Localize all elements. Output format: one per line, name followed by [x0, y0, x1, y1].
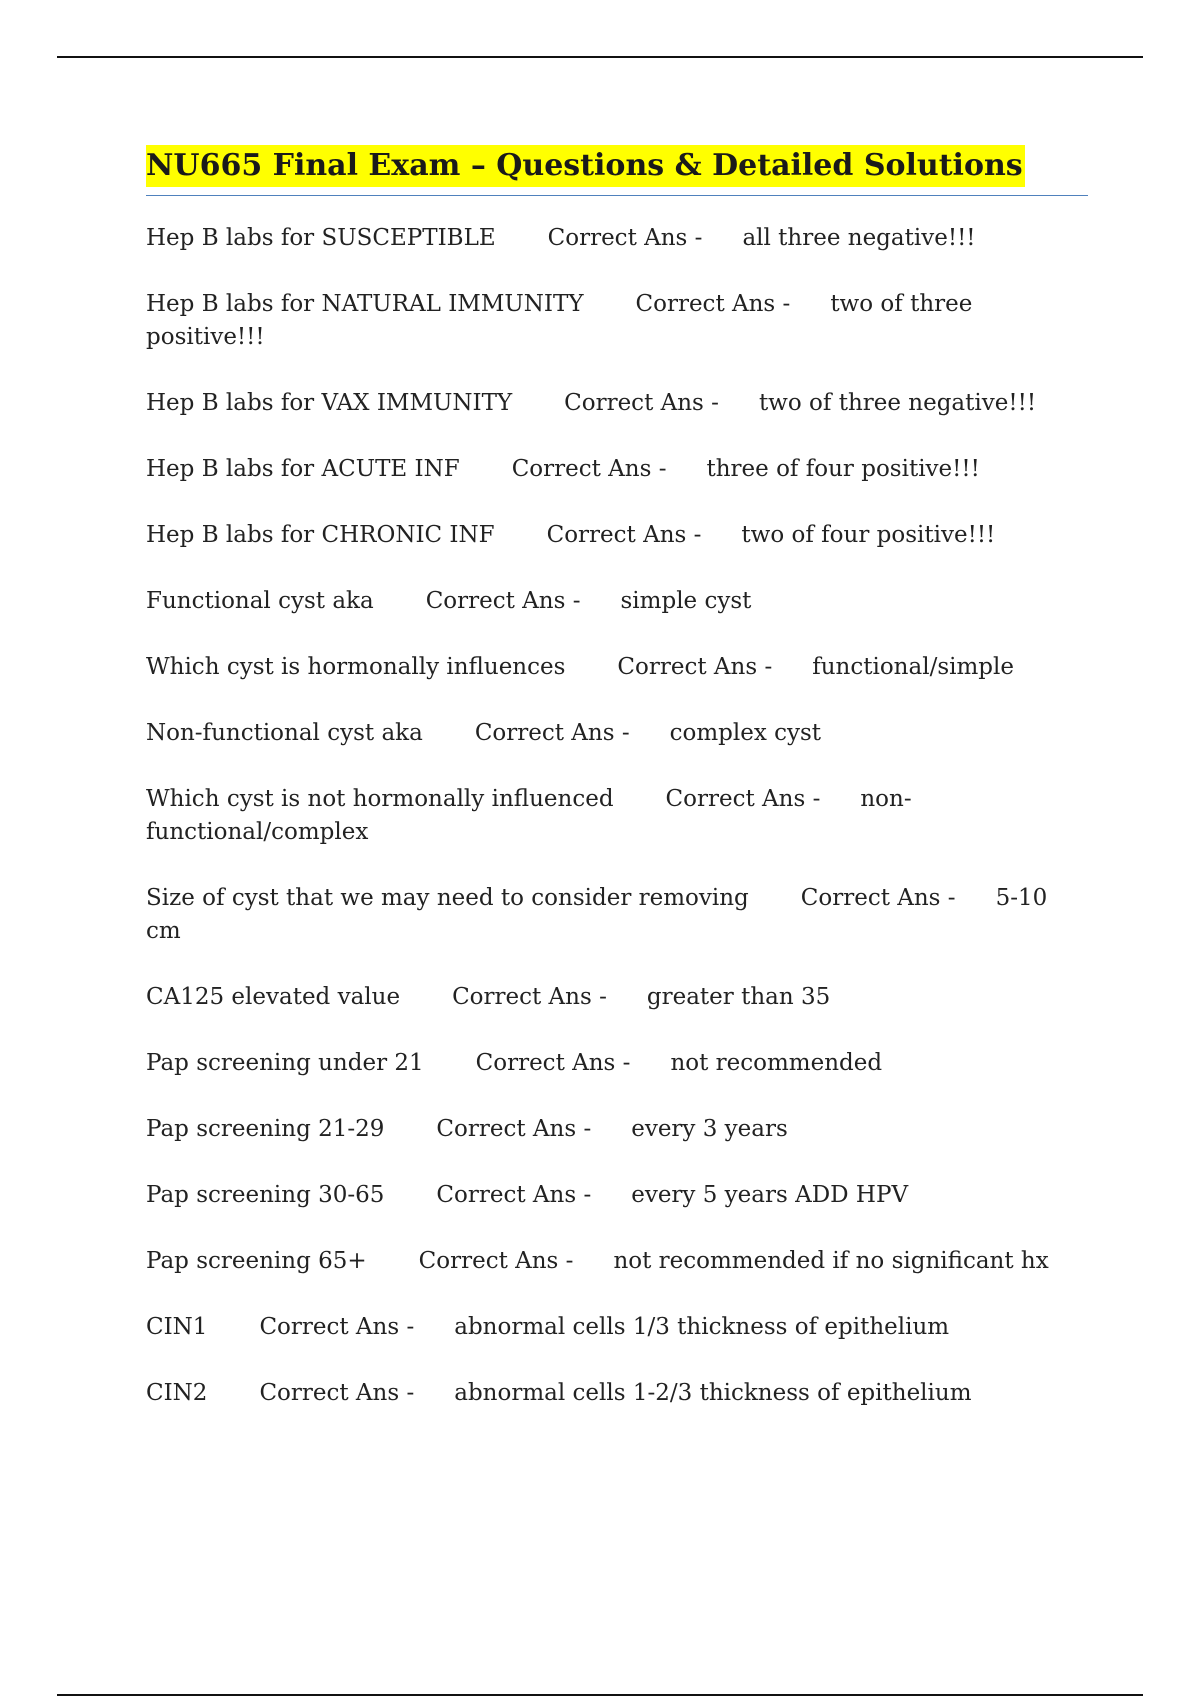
answer-label: Correct Ans -	[546, 522, 702, 548]
qa-item	[146, 1047, 1088, 1080]
question-text: Pap screening under 21	[146, 1050, 424, 1076]
qa-item	[146, 1311, 1088, 1344]
answer-text: 5-10 cm	[146, 885, 1048, 944]
qa-item	[146, 882, 1088, 948]
question-text: Pap screening 30-65	[146, 1182, 385, 1208]
question-text: Which cyst is hormonally influences	[146, 654, 566, 680]
qa-item	[146, 1245, 1088, 1278]
answer-text: simple cyst	[620, 588, 752, 614]
answer-label: Correct Ans -	[511, 456, 667, 482]
answer-text: three of four positive!!!	[706, 456, 980, 482]
qa-item	[146, 288, 1088, 354]
answer-label: Correct Ans -	[635, 291, 791, 317]
answer-label: Correct Ans -	[665, 786, 821, 812]
qa-item	[146, 453, 1088, 486]
question-text: Pap screening 65+	[146, 1248, 367, 1274]
answer-label: Correct Ans -	[259, 1314, 415, 1340]
answer-text: not recommended	[670, 1050, 883, 1076]
answer-text: two of four positive!!!	[741, 522, 996, 548]
qa-item	[146, 1377, 1088, 1410]
question-text: Hep B labs for SUSCEPTIBLE	[146, 225, 496, 251]
qa-item	[146, 981, 1088, 1014]
answer-text: greater than 35	[646, 984, 831, 1010]
answer-label: Correct Ans -	[474, 720, 630, 746]
qa-item	[146, 651, 1088, 684]
page-title: NU665 Final Exam – Questions & Detailed Solutions	[146, 145, 1025, 187]
question-text: Non-functional cyst aka	[146, 720, 423, 746]
page-top-rule	[57, 56, 1143, 58]
qa-item	[146, 519, 1088, 552]
question-text: CIN1	[146, 1314, 208, 1340]
question-text: CA125 elevated value	[146, 984, 401, 1010]
answer-text: abnormal cells 1-2/3 thickness of epithelium	[454, 1380, 972, 1406]
question-text: Functional cyst aka	[146, 588, 374, 614]
answer-text: two of three positive!!!	[146, 291, 973, 350]
answer-label: Correct Ans -	[617, 654, 773, 680]
answer-text: complex cyst	[669, 720, 822, 746]
qa-item	[146, 222, 1088, 255]
answer-text: non-functional/complex	[146, 786, 912, 845]
question-text: Hep B labs for VAX IMMUNITY	[146, 390, 513, 416]
question-text: Hep B labs for CHRONIC INF	[146, 522, 495, 548]
answer-label: Correct Ans -	[436, 1116, 592, 1142]
answer-label: Correct Ans -	[425, 588, 581, 614]
answer-text: every 5 years ADD HPV	[631, 1182, 909, 1208]
answer-text: not recommended if no significant hx	[613, 1248, 1049, 1274]
question-text: CIN2	[146, 1380, 208, 1406]
question-text: Hep B labs for ACUTE INF	[146, 456, 460, 482]
answer-label: Correct Ans -	[475, 1050, 631, 1076]
qa-list	[146, 222, 1088, 1410]
answer-label: Correct Ans -	[800, 885, 956, 911]
answer-label: Correct Ans -	[564, 390, 719, 416]
document-body	[146, 145, 1088, 1443]
answer-label: Correct Ans -	[547, 225, 703, 251]
question-text: Size of cyst that we may need to consider removing	[146, 885, 749, 911]
qa-item	[146, 783, 1088, 849]
qa-item	[146, 387, 1088, 420]
title-block	[146, 145, 1088, 196]
answer-text: two of three negative!!!	[758, 390, 1037, 416]
qa-item	[146, 585, 1088, 618]
answer-label: Correct Ans -	[259, 1380, 415, 1406]
answer-label: Correct Ans -	[452, 984, 607, 1010]
answer-text: functional/simple	[812, 654, 1014, 680]
qa-item	[146, 717, 1088, 750]
answer-label: Correct Ans -	[436, 1182, 592, 1208]
page-bottom-rule	[57, 1694, 1143, 1696]
question-text: Hep B labs for NATURAL IMMUNITY	[146, 291, 584, 317]
answer-text: all three negative!!!	[742, 225, 976, 251]
question-text: Pap screening 21-29	[146, 1116, 385, 1142]
question-text: Which cyst is not hormonally influenced	[146, 786, 614, 812]
answer-text: abnormal cells 1/3 thickness of epithelium	[454, 1314, 950, 1340]
answer-text: every 3 years	[631, 1116, 788, 1142]
qa-item	[146, 1179, 1088, 1212]
answer-label: Correct Ans -	[418, 1248, 574, 1274]
qa-item	[146, 1113, 1088, 1146]
